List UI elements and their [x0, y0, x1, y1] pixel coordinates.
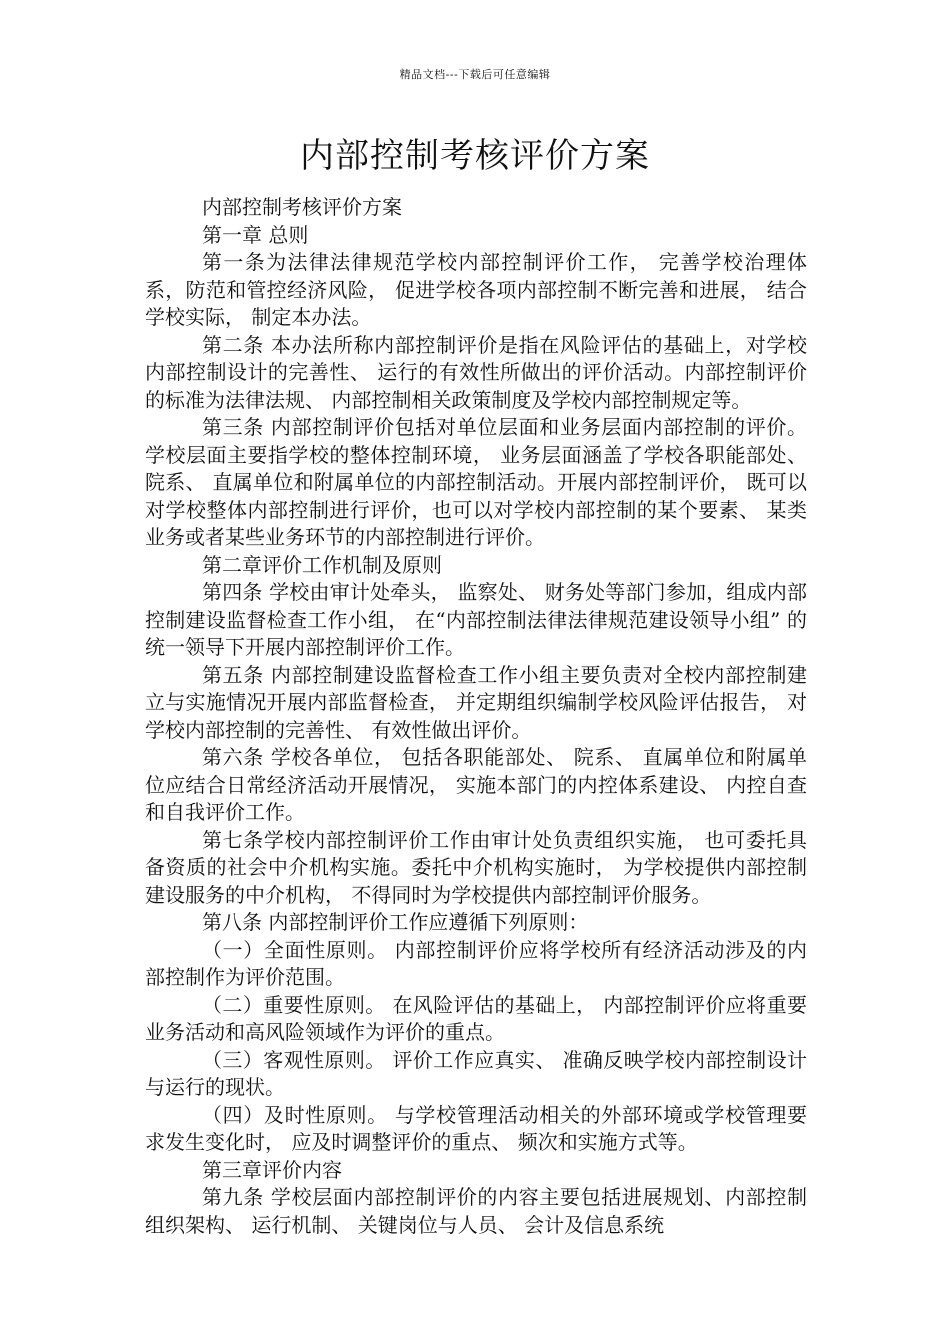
paragraph: 第九条 学校层面内部控制评价的内容主要包括进展规划、内部控制组织架构、 运行机制、 关键岗位与人员、 会计及信息系统 [145, 1185, 807, 1237]
document-body [145, 194, 807, 1239]
document-title: 内部控制考核评价方案 [300, 136, 650, 176]
paragraph: 第八条 内部控制评价工作应遵循下列原则： [202, 910, 589, 934]
paragraph: 第四条 学校由审计处牵头， 监察处、 财务处等部门参加，组成内部控制建设监督检查工作小组， 在“内部控制法律法律规范建设领导小组” 的统一领导下开展内部控制评价工作。 [145, 580, 807, 659]
list-item: （二）重要性原则。 在风险评估的基础上， 内部控制评价应将重要业务活动和高风险领域作为评价的重点。 [145, 992, 807, 1044]
header-note: 精品文档---下载后可任意编辑 [399, 68, 551, 81]
paragraph: 第七条学校内部控制评价工作由审计处负责组织实施， 也可委托具备资质的社会中介机构实施。委托中介机构实施时， 为学校提供内部控制建设服务的中介机构， 不得同时为学校提供内部控制评价服务。 [145, 827, 807, 907]
paragraph: 第二条 本办法所称内部控制评价是指在风险评估的基础上，对学校内部控制设计的完善性、 运行的有效性所做出的评价活动。内部控制评价的标准为法律法规、 内部控制相关政策制度及学校内部控制规定等。 [145, 332, 807, 412]
chapter-heading: 第三章评价内容 [202, 1157, 342, 1182]
list-item: （四）及时性原则。 与学校管理活动相关的外部环境或学校管理要求发生变化时， 应及时调整评价的重点、 频次和实施方式等。 [145, 1102, 807, 1154]
paragraph: 内部控制考核评价方案 [202, 195, 402, 219]
chapter-heading: 第二章评价工作机制及原则 [202, 552, 442, 577]
list-item: （一）全面性原则。 内部控制评价应将学校所有经济活动涉及的内部控制作为评价范围。 [145, 937, 807, 989]
paragraph: 第五条 内部控制建设监督检查工作小组主要负责对全校内部控制建立与实施情况开展内部监督检查， 并定期组织编制学校风险评估报告， 对学校内部控制的完善性、 有效性做出评价。 [145, 662, 807, 742]
paragraph: 第六条 学校各单位， 包括各职能部处、 院系、 直属单位和附属单位应结合日常经济活动开展情况， 实施本部门的内控体系建设、 内控自查和自我评价工作。 [145, 745, 807, 824]
paragraph: 第三条 内部控制评价包括对单位层面和业务层面内部控制的评价。 学校层面主要指学校的整体控制环境， 业务层面涵盖了学校各职能部处、 院系、 直属单位和附属单位的内部控制活动。开展内部控制评价， 既可以对学校整体内部控制进行评价，也可以对学校内部控制的某个要素、 某类业务或者某些业务环节的内部控制进行评价。 [145, 415, 807, 549]
chapter-heading: 第一章 总则 [202, 222, 309, 247]
list-item: （三）客观性原则。 评价工作应真实、 准确反映学校内部控制设计与运行的现状。 [145, 1047, 807, 1099]
paragraph: 第一条为法律法律规范学校内部控制评价工作， 完善学校治理体系，防范和管控经济风险， 促进学校各项内部控制不断完善和进展， 结合学校实际， 制定本办法。 [145, 250, 807, 329]
